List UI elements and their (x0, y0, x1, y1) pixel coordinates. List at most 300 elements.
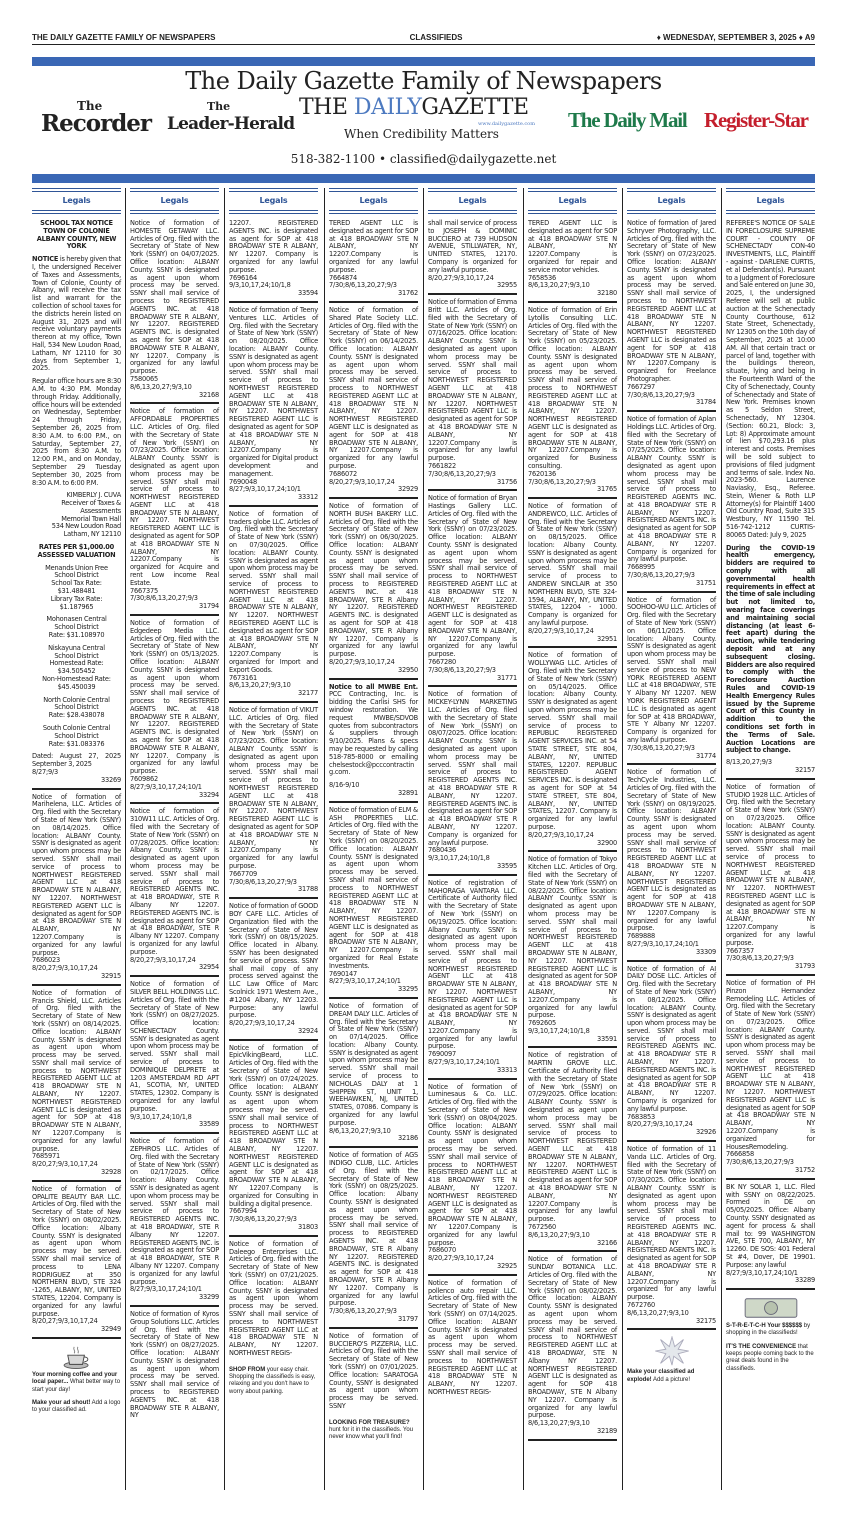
text-line: South Colonie Central (42, 724, 111, 733)
notice-reference-number: 7580065 (130, 374, 158, 383)
notice-body: Notice of formation of SILVER BELL HOLDINGS LLC. Articles of Org. filed with the Secretary of State of New York (SSNY) on 08/27/2025. Office location: SCHENECTADY County. SSNY is designated as agent upon whom process may be served. SSNY shall mail service of process to DOMINIQUE DELPRETE at 1203 AMSTERDAM RD APT A1, SCOTIA, NY, UNITED STATES, 12302. Company is organized for any lawful purpose. (130, 980, 219, 1113)
legal-notice (428, 299, 517, 491)
notice-body: Notice of formation of pollenco auto repair LLC. Articles of Org. filed with the Secretary of State of New York (SSNY) on 07/14/2025. Office location: ALBANY County. SSNY is designated as agent upon whom process may be served. SSNY shall mail service of process to NORTHWEST REGISTERED AGENT LLC at 418 BROADWAY STE N ALBANY, NY 12207. NORTHWEST REGIS- (428, 1278, 517, 1396)
house-ad (726, 1344, 815, 1373)
notice-id: 33294 (199, 790, 219, 799)
legal-notice (627, 966, 716, 1143)
notice-publication-dates: 7/30;8/6,13,20,27;9/3 (726, 954, 794, 963)
gazette-the: THE (299, 95, 354, 120)
legal-notice (726, 759, 815, 780)
legal-notice (329, 307, 418, 499)
notice-body: Notice of formation of Daleego Enterprises LLC. Articles of Org. filed with the Secretary of State of New York (SSNY) on 07/21/2025. Office location: ALBANY County. SSNY is designated as agent upon whom process may be served. SSNY shall mail service of process to NORTHWEST REGISTERED AGENT LLC at 418 BROADWAY STE N ALBANY, NY 12207. NORTHWEST REGIS- (229, 1239, 318, 1357)
notice-reference-number: 7696164 (229, 273, 257, 282)
legals-column-7 (627, 188, 716, 1390)
notice-id: 31762 (398, 289, 418, 298)
legal-notice (627, 220, 716, 412)
notice-body: Notice of formation of Teeny Ventures LLC. Articles of Org. filed with the Secretary of State of New York (SSNY) on 08/20/2025. Office location: ALBANY County. SSNY is designated as agent upon whom process may be served. SSNY shall mail service of process to NORTHWEST REGISTERED AGENT LLC at 418 BROADWAY STE N ALBANY, NY 12207. NORTHWEST REGISTERED AGENT LLC is designated as agent for SOP at 418 BROADWAY STE N ALBANY, NY 12207.Company is organized for Digital product development and management. (229, 305, 318, 478)
notice-body: Notice of formation of SUNDAY BOTANICA LLC. Articles of Org. filed with the Secretary of State of New York (SSNY) on 08/02/2025. Office location: ALBANY County. SSNY is designated as agent upon whom process may be served. SSNY shall mail service of process to NORTHWEST REGISTERED AGENT LLC at 418 BROADWAY, STE N Albany NY 12207. NORTHWEST REGISTERED AGENT LLC is designated as agent for SOP 418 BROADWAY, STE N Albany NY 12207. Company is organized for any lawful purpose. (528, 1255, 617, 1420)
notice-body: Notice of formation of HOMESTE GETAWAY LLC. Articles of Org. filed with the Secretary of State of New York (SSNY) on 04/07/2025. Office location: ALBANY County. SSNY is designated as agent upon whom process may be served. SSNY shall mail service of process to REGISTERED AGENTS INC. at 418 BROADWAY STE R ALBANY, NY 12207. REGISTERED AGENTS INC. is designated as agent for SOP at 418 BROADWAY STE R ALBANY, NY 12207. Company is organized for any lawful purpose. (130, 219, 219, 376)
legal-notice (32, 990, 121, 1182)
column-divider (523, 188, 524, 1490)
notice-body: Notice of formation of STUDIO 1928 LLC. Articles of Org. filed with the Secretary of State of New York (SSNY) on 07/23/2025. Office location: ALBANY County. SSNY is designated as agent upon whom process may be served. SSNY shall mail service of process to NORTHWEST REGISTERED AGENT LLC at 418 BROADWAY STE N ALBANY, NY 12207. NORTHWEST REGISTERED AGENT LLC is designated as agent for SOP at 418 BROADWAY STE N ALBANY, NY 12207.Company is organized for any lawful purpose. (726, 782, 815, 947)
notice-reference-number: 7690048 (229, 477, 257, 486)
notice-id: 31756 (497, 477, 517, 486)
notice-body: Notice of formation of 310W11 LLC. Articles of Org. filed with the Secretary of State of New York (SSNY) on 07/28/2025. Office location: Albany County. SSNY is designated as agent upon whom process may be served. SSNY shall mail service of process to REGISTERED AGENTS INC. at 418 BROADWAY, STE R Albany NY 12207. REGISTERED AGENTS INC. is designated as agent for SOP at 418 BROADWAY, STE R Albany NY 12207. Company is organized for any lawful purpose. (130, 807, 219, 956)
notice-body: Notice of formation of Kyros Group Solutions LLC. Articles of Org. filed with the Secretary of State of New York (SSNY) on 08/27/2025. Office location: ALBANY County. SSNY is designated as agent upon whom process may be served. SSNY shall mail service of process to REGISTERED AGENTS INC. at 418 BROADWAY STE R ALBANY, NY (130, 1309, 219, 1420)
legal-notice (130, 408, 219, 616)
legal-notice (32, 1186, 121, 1339)
notice-reference-number: 7661822 (428, 461, 456, 470)
gazette-name: GAZETTE (421, 95, 529, 120)
notice-publication-dates: 7/30;8/6,13,20,27;9/3 (627, 743, 695, 752)
legal-notice (329, 1003, 418, 1148)
masthead-title: The Daily Gazette Family of Newspapers (185, 67, 662, 95)
notice-body: Notice of formation of Tokyo Kitchen LLC. Articles of Org. filed with the Secretary of State of New York (SSNY) on 08/22/2025. Office location: ALBANY County. SSNY is designated as agent upon whom process may be served. SSNY shall mail service of process to NORTHWEST REGISTERED AGENT LLC at 418 BROADWAY STE N ALBANY, NY 12207. NORTHWEST REGISTERED AGENT LLC is designated as agent for SOP at 418 BROADWAY STE N ALBANY, NY 12207.Company is organized for any lawful purpose. (528, 855, 617, 1020)
legals-column-8 (726, 188, 815, 1379)
text-line: School District (54, 623, 99, 632)
notice-id: 32166 (597, 1238, 617, 1247)
ad-text: Add a picture! (651, 1376, 691, 1383)
legal-notice (329, 782, 418, 803)
legals-header: Legals (32, 188, 121, 214)
notice-reference-number: 7668995 (627, 563, 655, 572)
legal-notice (229, 307, 318, 507)
ad-headline: SHOP FROM (229, 1366, 266, 1373)
notice-reference-number: 7680436 (428, 846, 456, 855)
daily-mail-logo: The Daily Mail (568, 108, 687, 132)
text-line: Latham, NY 12110 (63, 530, 121, 539)
notice-id: 33595 (497, 861, 517, 870)
notice-reference-number: 7658536 (528, 273, 556, 282)
notice-publication-dates: 9/3,10,17,24;10/1,8 (229, 281, 291, 290)
notice-id: 32186 (398, 1134, 418, 1143)
notice-id: 33591 (597, 1034, 617, 1043)
notice-id: 31784 (696, 398, 716, 407)
section-name: CLASSIFIEDS (409, 32, 463, 42)
notice-id: 31751 (696, 578, 716, 587)
notice-publication-dates: 8/27;9/3,10,17,24;10/1 (229, 485, 301, 494)
notice-paragraph (726, 220, 815, 540)
notice-id: 32189 (597, 1426, 617, 1435)
notice-publication-dates: 8/20,27;9/3,10,17,24 (130, 955, 196, 964)
contact-info: 518-382-1100 • classified@dailygazette.net (290, 152, 557, 166)
notice-body: Notice of formation of AFFORDABLE PROPERTIES LLC. Articles of Org. filed with the Secretary of State of New York (SSNY) on 07/23/2025. Office location: ALBANY County. SSNY is designated as agent upon whom process may be served. SSNY shall mail service of process to NORTHWEST REGISTERED AGENT LLC at 418 BROADWAY STE N ALBANY, NY 12207. NORTHWEST REGISTERED AGENT LLC is designated as agent for SOP at 418 BROADWAY STE N ALBANY, NY 12207.Company is organized for Acquire and rent Low income Real Estate. (130, 407, 219, 587)
notice-reference-number: 7666858 (726, 1150, 754, 1159)
legal-notice (130, 220, 219, 404)
notice-publication-dates: 9/3,10,17,24;10/1,8 (528, 1026, 590, 1035)
notice-id: 32177 (298, 689, 318, 698)
notice-heading: RATES PER $1,000.00 ASSESSED VALUATION (37, 543, 116, 559)
notice-body: Notice of formation of Edgedeep Media LLC. Articles of Org. filed with the Secretary of State of New York (SSNY) on 05/13/2025. Office location: ALBANY County. SSNY is designated as agent upon whom process may be served. SSNY shall mail service of process to REGISTERED AGENTS INC. at 418 BROADWAY STE R ALBANY, NY 12207. REGISTERED AGENTS INC. is designated as agent for SOP at 418 BROADWAY STE R ALBANY, NY 12207. Company is organized for any lawful purpose. (130, 619, 219, 776)
notice-body: Notice of formation of EpicVikingBeard, LLC. Articles of Org. filed with the Secretary of State of New York (SSNY) on 07/24/2025. Office location: ALBANY County. SSNY is designated as agent upon whom process may be served. SSNY shall mail service of process to NORTHWEST REGISTERED AGENT LLC at 418 BROADWAY STE N ALBANY, NY 12207. NORTHWEST REGISTERED AGENT LLC is designated as agent for SOP at 418 BROADWAY STE N ALBANY, NY 12207.Company is organized for Consulting in building a digital presence. (229, 1043, 318, 1208)
notice-reference-number: 7672760 (627, 1300, 655, 1309)
text-line: Rate: $31.083376 (48, 739, 105, 748)
column-divider (224, 188, 225, 1490)
notice-publication-dates: 7/30;8/6,13,20,27;9/3 (726, 1158, 794, 1167)
legal-notice (528, 1052, 617, 1252)
notice-body: Notice of formation of BUCCIERO'S PIZZERIA, LLC. Articles of Org. filed with the Secretary of State of New York (SSNY) on 07/01/2025. Office location: SARATOGA County, SSNY is designated as agent upon whom process may be served. SSNY (329, 1331, 418, 1410)
legal-notice (428, 495, 517, 687)
notice-reference-number: 7667280 (428, 658, 456, 667)
notice-body: Notice of formation of Shared Plate Society LLC. Articles of Org. filed with the Secretary of State of New York (SSNY) on 06/14/2025. Office location: ALBANY County. SSNY is designated as agent upon whom process may be served. SSNY shall mail service of process to NORTHWEST REGISTERED AGENT LLC at 418 BROADWAY STE N ALBANY, NY 12207. NORTHWEST REGISTERED AGENT LLC is designated as agent for SOP at 418 BROADWAY STE N ALBANY, NY 12207.Company is organized for any lawful purpose. (329, 305, 418, 470)
notice-heading: SCHOOL TAX NOTICE TOWN OF COLONIE ALBANY COUNTY, NEW YORK (36, 219, 117, 251)
notice-reference-number: 7667709 (229, 869, 257, 878)
header-rule (32, 44, 815, 45)
notice-id: 31803 (298, 1223, 318, 1232)
legals-column-1 (32, 188, 121, 1420)
notice-id: 32891 (398, 788, 418, 797)
legals-column-2 (130, 188, 219, 1427)
notice-publication-dates: 8/20,27;9/3,10,17,24 (32, 1160, 98, 1169)
notice-publication-dates: 8/6,13,20,27;9/3,10 (329, 1126, 391, 1135)
notice-body: BK NY SOLAR 1, LLC. Filed with SSNY on 08/22/2025. Formed in DE on 05/05/2025. Office: Albany County. SSNY designated as agent for process & shall mail to: 99 WASHINGTON AVE, STE 700, ALBANY, NY 12260. DE SOS: 401 Federal St #4, Dover, DE 19901. Purpose: any lawful (726, 1182, 815, 1269)
notice-reference-number: 7664874 (329, 273, 357, 282)
gazette-tagline: When Credibility Matters (344, 127, 499, 141)
notice-id: 31793 (795, 962, 815, 971)
notice-id: 32929 (398, 485, 418, 494)
ad-headline: IT'S THE CONVENIENCE (726, 1343, 797, 1350)
text-line: $34.505452 (57, 667, 96, 676)
column-divider (721, 188, 722, 1490)
notice-lead: Notice to all MWBE Ent. (329, 682, 418, 691)
notice-reference-number: 7609862 (130, 774, 158, 783)
notice-body: Notice of formation of OPALITE BEAUTY BAR LLC. Articles of Org. filed with the Secretary of State of New York (SSNY) on 08/02/2025. Office location: Albany County. SSNY is designated as agent upon whom process may be served. SSNY shall mail service of process to LENA RODRIGUEZ at 350 NORTHERN BLVD, STE 324 -1265, ALBANY, NY, UNITED STATES, 12204. Company is organized for any lawful purpose. (32, 1184, 121, 1318)
legal-notice (627, 416, 716, 593)
legal-notice (627, 1146, 716, 1330)
notice-body: shall mail service of process to JOSEPH & DOMINIC BUCCIERO at 739 HUDSON AVENUE, STILLWATER, NY, UNITED STATES, 12170. Company is organized for any lawful purpose. (428, 219, 517, 274)
ad-text: What better way to start your day! (32, 1379, 121, 1393)
legal-notice (229, 903, 318, 1041)
publication-family: THE DAILY GAZETTE FAMILY OF NEWSPAPERS (32, 32, 216, 42)
notice-reference-number: 7667994 (229, 1207, 257, 1216)
notice-id: 33594 (298, 289, 318, 298)
notice-bold-paragraph: During the COVID-19 health emergency, bidders are required to comply with all governmental health requirements in effect at the time of sale including but not limited to, wearing face coverings and maintaining social distancing (at least 6-feet apart) during the auction, while tendering deposit and at any subsequent closing. Bidders are also required to comply with the Foreclosure Auction Rules and COVID-19 Health Emergency Rules issued by the Supreme Court of this County in addition to the conditions set forth in the Terms of Sale. Auction Locations are subject to change. (726, 543, 815, 755)
notice-publication-dates: 7/30;8/6,13,20,27;9/3 (428, 665, 496, 674)
notice-publication-dates: 8/20,27;9/3,10,17,24 (229, 1019, 295, 1028)
notice-paragraph (329, 684, 418, 778)
top-blue-bar (32, 57, 815, 66)
notice-body: Notice of formation of ZEPHROS LLC. Articles of Org. filed with the Secretary of State of New York (SSNY) on 02/17/2025. Office location: Albany County. SSNY is designated as agent upon whom process may be served. SSNY shall mail service of process to REGISTERED AGENTS INC. at 418 BROADWAY, STE R Albany NY 12207. REGISTERED AGENTS INC. is designated as agent for SOP at 418 BROADWAY, STE R Albany NY 12207. Company is organized for any lawful purpose. (130, 1137, 219, 1286)
notice-id: 31752 (795, 1166, 815, 1175)
notice-id: 32950 (398, 665, 418, 674)
tax-rate-group (32, 616, 121, 639)
legal-notice (229, 1241, 318, 1361)
legal-notice (329, 503, 418, 680)
tax-rate-group (32, 725, 121, 748)
notice-id: 31771 (497, 673, 517, 682)
notice-id: 33295 (398, 985, 418, 994)
text-line: Rate: $28.438078 (48, 711, 105, 720)
notice-reference-number: 7672560 (528, 1223, 556, 1232)
text-line: Library Tax Rate: (50, 594, 103, 603)
recorder-logo-the: The (77, 99, 103, 113)
notice-body: Notice of formation of Jared Schryver Photography, LLC. Articles of Org. filed with the Secretary of State of New York (SSNY) on 07/23/2025. Office location: ALBANY County. SSNY is designated as agent upon whom process may be served. SSNY shall mail service of process to NORTHWEST REGISTERED AGENT LLC at 418 BROADWAY STE N ALBANY, NY 12207. NORTHWEST REGISTERED AGENT LLC is designated as agent for SOP at 418 BROADWAY STE N ALBANY, NY 12207.Company is organized for Freelance Photographer. (627, 219, 716, 383)
notice-lead: NOTICE (32, 255, 59, 264)
notice-body: Notice of formation of AI DAILY DOSE LLC. Articles of Org. filed with the Secretary of State of New York (SSNY) on 08/12/2025. Office location: ALBANY County. SSNY is designated as agent upon whom process may be served. SSNY shall mail service of process to REGISTERED AGENTS INC. at 418 BROADWAY STE R ALBANY, NY 12207. REGISTERED AGENTS INC. is designated as agent for SOP at 418 BROADWAY STE R ALBANY, NY 12207. Company is organized for any lawful purpose. (627, 964, 716, 1113)
legal-notice (627, 597, 716, 766)
notice-id: 32954 (199, 963, 219, 972)
notice-id: 32928 (101, 1168, 121, 1177)
text-line: Rate: $31.108970 (48, 631, 105, 640)
notice-publication-dates: 8/27;9/3,10,17,24;10/1 (329, 977, 401, 986)
ad-text: your easy chair. Shopping the classifieds is easy, relaxing and you don't have to worry about parking. (229, 1366, 316, 1395)
notice-publication-dates: 8/27;9/3,10,17,24;10/1 (130, 1285, 202, 1294)
ad-text: Add a logo to your classified ad. (32, 1399, 121, 1414)
notice-publication-dates: 8/6,13,20,27;9/3,10 (130, 382, 192, 391)
notice-body: Notice of registration of MARTIN GROVE LLC. Certificate of Authority filed with the Secretary of State of New York (SSNY) on 07/29/2025. Office location: ALBANY County. SSNY is designated as agent upon whom process may be served. SSNY shall mail service of process to NORTHWEST REGISTERED AGENT LLC at 418 BROADWAY STE N ALBANY, NY 12207. NORTHWEST REGISTERED AGENT LLC is designated as agent for SOP at 418 BROADWAY STE N ALBANY, NY 12207.Company is organized for any lawful purpose. (528, 1051, 617, 1224)
legal-notice (428, 1280, 517, 1400)
notice-publication-dates: 9/3,10,17,24;10/1,8 (130, 1112, 192, 1121)
notice-publication-dates: 8/6,13,20,27;9/3,10 (528, 281, 590, 290)
text-line: School District (54, 651, 99, 660)
legals-header: Legals (329, 188, 418, 214)
legal-notice (627, 769, 716, 961)
notice-publication-dates: 7/30;8/6,13,20,27;9/3 (627, 571, 695, 580)
ad-headline: Your morning coffee and your local paper... (32, 1371, 118, 1386)
legal-notice (130, 1138, 219, 1307)
notice-publication-dates: 8/27;9/3 (32, 768, 59, 776)
text-line: School District (54, 731, 99, 740)
text-line: Receiver of Taxes & (61, 499, 121, 508)
notice-reference-number: 7689888 (627, 932, 655, 941)
notice-reference-number: 7686070 (428, 1246, 456, 1255)
leader-herald-logo: Leader-Herald (167, 114, 295, 134)
column-divider (324, 188, 325, 1490)
legal-notice (130, 808, 219, 977)
notice-publication-dates: 8/20,27;9/3,10,17,24 (329, 658, 395, 667)
legals-column-5 (428, 188, 517, 1404)
legal-notice (329, 220, 418, 303)
notice-text: is hereby given that I, the undersigned Receiver of Taxes and Assessments, Town of Colonie, County of Albany, will receive the tax list and warrant for the collection of school taxes for the districts herein listed on August 31, 2025 and will receive voluntary payments thereon at my office, Town Hall, 534 New Loudon Road, Latham, NY 12110 for 30 days from September 1, 2025. (32, 255, 121, 373)
notice-id: 31765 (597, 485, 617, 494)
house-ad (726, 1296, 815, 1338)
text-line: Homestead Rate: (49, 659, 104, 668)
notice-body: TERED AGENT LLC is designated as agent for SOP at 418 BROADWAY STE N ALBANY, NY 12207.Company is organized for any lawful purpose. (329, 219, 418, 274)
legal-notice (528, 503, 617, 648)
notice-publication-dates: 8/6,13,20,27;9/3,10 (627, 1308, 689, 1317)
notice-publication-dates: 8/27;9/3,10,17,24;10/1 (130, 782, 202, 791)
signature-block (32, 492, 121, 539)
notice-reference-number: 7667297 (627, 382, 655, 391)
notice-publication-dates: 8/6,13,20,27;9/3,10 (528, 1419, 590, 1428)
notice-publication-dates: 8/27;9/3,10,17,24;10/1 (726, 1268, 798, 1277)
notice-body: Notice of formation of Emma Britt LLC. Articles of Org. filed with the Secretary of State of New York (SSNY) on 07/16/2025. Office location: ALBANY County. SSNY is designated as agent upon whom process may be served. SSNY shall mail service of process to NORTHWEST REGISTERED AGENT LLC at 418 BROADWAY STE N ALBANY, NY 12207. NORTHWEST REGISTERED AGENT LLC is designated as agent for SOP at 418 BROADWAY STE N ALBANY, NY 12207.Company is organized for any lawful purpose. (428, 298, 517, 463)
house-ad (229, 1367, 318, 1396)
column-divider (423, 188, 424, 1490)
notice-id: 32925 (497, 1262, 517, 1270)
notice-reference-number: 7686072 (329, 469, 357, 478)
notice-publication-dates: 7/30;8/6,13,20,27;9/3 (130, 594, 198, 603)
notice-body: Notice of formation of Aplan Holdings LLC. Articles of Org. filed with the Secretary of State of New York (SSNY) on 07/25/2025. Office location: ALBANY County. SSNY is designated as agent upon whom process may be served. SSNY shall mail service of process to REGISTERED AGENTS INC. at 418 BROADWAY STE R ALBANY, NY 12207. REGISTERED AGENTS INC. is designated as agent for SOP at 418 BROADWAY STE R ALBANY, NY 12207. Company is organized for any lawful purpose. (627, 415, 716, 564)
notice-text: PCC Contracting, Inc. is bidding the Carlisi SHS for window restoration. We request MWBE/SDVOB quotes from subcontractors & suppliers through 9/10/2025. Plans & specs may be requested by calling 518-785-8000 or emailing chelsestock@pcccontracting.com. (329, 690, 418, 777)
notice-id: 32924 (298, 1026, 318, 1035)
text-line: Memorial Town Hall (61, 514, 121, 523)
text-line: $45.450039 (57, 682, 96, 691)
notice-reference-number: 7667357 (726, 946, 754, 955)
text-line: Menands Union Free (45, 563, 108, 572)
legals-header: Legals (528, 188, 617, 214)
notice-body: Notice of formation of ELM & ASH PROPERTIES LLC. Articles of Org. filed with the Secretary of State of New York (SSNY) on 08/20/2025. Office location: ALBANY County. SSNY is designated as agent upon whom process may be served. SSNY shall mail service of process to NORTHWEST REGISTERED AGENT LLC at 418 BROADWAY STE N ALBANY, NY 12207. NORTHWEST REGISTERED AGENT LLC is designated as agent for SOP at 418 BROADWAY STE N ALBANY, NY 12207.Company is organized for Real Estate Investments. (329, 805, 418, 970)
daily-gazette-logo (299, 96, 529, 120)
text-line: Niskayuna Central (48, 643, 105, 652)
legal-notice (229, 220, 318, 303)
notice-reference-number: 7620136 (528, 469, 556, 478)
legal-notice (229, 707, 318, 899)
notice-publication-dates: 7/30;8/6,13,20,27;9/3 (229, 1215, 297, 1224)
notice-paragraph (32, 256, 121, 373)
ad-headline: S-T-R-E-T-C-H Your $$$$$$ (726, 1323, 803, 1330)
gazette-daily: DAILY (353, 95, 422, 120)
legal-notice (428, 1084, 517, 1276)
notice-body: Notice of formation of MICKEY-LYNN MARKETING LLC. Articles of Org. filed with the Secretary of State of New York (SSNY) on 08/07/2025. Office location: ALBANY County. SSNY is designated as agent upon whom process may be served. SSNY shall mail service of process to REGISTERED AGENTS INC. at 418 BROADWAY STE R ALBANY, NY 12207. REGISTERED AGENTS INC. is designated as agent for SOP at 418 BROADWAY STE R ALBANY, NY 12207. Company is organized for any lawful purpose. (428, 690, 517, 847)
ad-headline: Make your ad shout! (32, 1399, 91, 1406)
notice-reference-number: 7685971 (32, 1152, 60, 1161)
date-page: ♦ WEDNESDAY, SEPTEMBER 3, 2025 ♦ A9 (656, 32, 815, 42)
tax-rate-group (32, 565, 121, 612)
column-divider (125, 188, 126, 1490)
legals-column-6 (528, 188, 617, 1445)
notice-id: 31794 (199, 602, 219, 611)
notice-id: 32926 (696, 1128, 716, 1137)
money-icon (726, 1296, 815, 1320)
notice-body: Notice of formation of TechCycle Industries, LLC. Articles of Org. filed with the Secretary of State of New York (SSNY) on 08/19/2025. Office location: ALBANY County. SSNY is designated as agent upon whom process may be served. SSNY shall mail service of process to NORTHWEST REGISTERED AGENT LLC at 418 BROADWAY STE N ALBANY, NY 12207. NORTHWEST REGISTERED AGENT LLC is designated as agent for SOP at 418 BROADWAY STE N ALBANY, NY 12207.Company is organized for any lawful purpose. (627, 768, 716, 933)
tax-rate-group (32, 697, 121, 720)
notice-publication-dates: 7/30;8/6,13,20,27;9/3 (329, 281, 397, 290)
legals-header: Legals (726, 188, 815, 214)
section-blue-bar (32, 174, 815, 183)
house-ad (32, 1400, 121, 1415)
text-line: Non-Homestead Rate: (42, 675, 111, 684)
notice-body: Notice of formation of GOOD BOY CAFE LLC. Articles of Organization filed with the Secretary of State of New York (SSNY) on 08/15/2025. Office located in Albany. SSNY has been designated for service of process. SSNY shall mail copy of any process served against the LLC Law Office of Marc Scolnick 1971 Western Ave., #1204 Albany, NY 12203. Purpose: any lawful purpose. (229, 902, 318, 1020)
notice-publication-dates: 7/30;8/6,13,20,27;9/3 (329, 1307, 397, 1316)
ad-headline: Make your classified ad explode! (627, 1369, 695, 1383)
legals-column-4 (329, 188, 418, 1448)
notice-body: Notice of formation of NORTH BUSH BAKERY LLC. Articles of Org. filed with the Secretary of State of New York (SSNY) on 06/30/2025. Office location: ALBANY County. SSNY is designated as agent upon whom process may be served. SSNY shall mail service of process to REGISTERED AGENTS INC. at 418 BROADWAY, STE R Albany NY 12207. REGISTERED AGENTS INC. is designated as agent for SOP at 418 BROADWAY, STE R Albany NY 12207. Company is organized for any lawful purpose. (329, 502, 418, 659)
notice-id: 33309 (696, 947, 716, 956)
notice-id: 33313 (497, 1065, 517, 1074)
notice-body: Notice of registration of MAHORAGA VANTARA LLC. Certificate of Authority filed with the Secretary of State of New York (SSNY) on 06/19/2025. Office location: Albany County. SSNY is designated as agent upon whom process may be served. SSNY shall mail service of process to NORTHWEST REGISTERED AGENT LLC at 418 BROADWAY STE N ALBANY, NY 12207. NORTHWEST REGISTERED AGENT LLC is designated as agent for SOP at 418 BROADWAY STE N ALBANY, NY 12207.Company is organized for any lawful purpose. (428, 878, 517, 1051)
notice-id: 31788 (298, 885, 318, 894)
legal-notice (428, 880, 517, 1080)
register-star-logo: Register-Star (704, 108, 808, 132)
text-line: School District (54, 703, 99, 712)
notice-body: Notice of formation of Bryan Hastings Gallery LLC. Articles of Org. filed with the Secretary of State of New York (SSNY) on 07/23/2025. Office location: ALBANY County. SSNY is designated as agent upon whom process may be served. SSNY shall mail service of process to NORTHWEST REGISTERED AGENT LLC at 418 BROADWAY STE N ALBANY, NY 12207. NORTHWEST REGISTERED AGENT LLC is designated as agent for SOP at 418 BROADWAY STE N ALBANY, NY 12207.Company is organized for any lawful purpose. (428, 494, 517, 659)
notice-id: 33269 (101, 775, 121, 784)
notice-body: Notice of formation of 11 Vanda LLC. Articles of Org. filed with the Secretary of State of New York (SSNY) on 07/30/2025. Office location: ALBANY County. SSNY is designated as agent upon whom process may be served. SSNY shall mail service of process to REGISTERED AGENTS INC. at 418 BROADWAY STE R ALBANY, NY 12207. REGISTERED AGENTS INC. is designated as agent for SOP at 418 BROADWAY STE R ALBANY, NY 12207.Company is organized for any lawful purpose. (627, 1145, 716, 1302)
text-line: $1.187965 (59, 602, 94, 611)
notice-reference-number: 7690097 (428, 1050, 456, 1059)
notice-text: REFEREE'S NOTICE OF SALE IN FORECLOSURE SUPREME COURT - COUNTY OF SCHENECTADY CON-40 INVESTMENTS, LLC, Plaintiff - against - DARLENE CURTIS, et al Defendant(s). Pursuant to a Judgment of Foreclosure and Sale entered on June 30, 2025, I, the undersigned Referee will sell at public auction at the Schenectady County Courthouse, 612 State Street, Schenectady, NY 12305 on the 10th day of September, 2025 at 10:00 AM. All that certain tract or parcel of land, together with the buildings thereon, situate, lying and being in the Fourteenth Ward of the City of Schenectady, County of Schenectady and State of New York. Premises known as 5 Seldon Street, Schenectady, NY 12304. (Section: 60.21, Block: 3, Lot: 8) Approximate amount of lien $70,293.16 plus interest and costs. Premises will be sold subject to provisions of filed judgment and terms of sale. Index No. 2023-560. Laurence Naviasky, Esq., Referee. Stein, Wiener & Roth LLP Attorney(s) for Plaintiff 1400 Old Country Road, Suite 315 Westbury, NY 11590 Tel. 516-742-1212 CURTIS-80065 Dated: July 9, 2025 (726, 219, 815, 539)
notice-paragraph (32, 378, 121, 487)
notice-id: 33299 (199, 1293, 219, 1302)
notice-id: 32915 (101, 971, 121, 980)
legals-header: Legals (130, 188, 219, 214)
notice-body: Notice of formation of DREAM DALY LLC. Articles of Org. filed with the Secretary of State of New York (SSNY) on 07/14/2025. Office location: Albany County. SSNY is designated as agent upon whom process may be served. SSNY shall mail service of process to NICHOLAS DALY at 1 SHIPPEN ST, UNIT 1, WEEHAWKEN, NJ, UNITED STATES, 07086. Company is organized for any lawful purpose. (329, 1001, 418, 1127)
notice-body: Notice of formation of WOLLYWAG LLC. Articles of Org. filed with the Secretary of State of New York (SSNY) on 05/14/2025. Office location: Albany County. SSNY is designated as agent upon whom process may be served. SSNY shall mail service of process to REPUBLIC REGISTERED AGENT SERVICES INC. at 54 STATE STREET, STE 804, ALBANY, NY, UNITED STATES, 12207. REPUBLIC REGISTERED AGENT SERVICES INC. is designated as agent for SOP at 54 STATE STREET, STE 804, ALBANY, NY, UNITED STATES, 12207. Company is organized for any lawful purpose. (528, 651, 617, 831)
notice-body: Notice of formation of Marihelena, LLC. Articles of Org. filed with the Secretary of State of New York (SSNY) on 08/14/2025. Office location: ALBANY County. SSNY is designated as agent upon whom process may be served. SSNY shall mail service of process to NORTHWEST REGISTERED AGENT LLC at 418 BROADWAY STE N ALBANY, NY 12207. NORTHWEST REGISTERED AGENT LLC is designated as agent for SOP at 418 BROADWAY STE N ALBANY, NY 12207.Company is organized for any lawful purpose. (32, 792, 121, 957)
notice-publication-dates: 8/20,27;9/3,10,17,24 (528, 830, 594, 839)
text-line: School Tax Rate: (51, 579, 102, 588)
notice-body: Dated: August 27, 2025 September 3, 2025 (32, 752, 121, 769)
notice-text: Regular office hours are 8:30 A.M. to 4:30 P.M. Monday through Friday. Additionally, office hours will be extended on Wednesday, September 24 through Friday, September 26, 2025 from 8:30 A.M. to 6:00 P.M., on Saturday, September 27, 2025 from 8:30 A.M. to 12:00 P.M., and on Monday, September 29 Tuesday September 30, 2025 from 8:30 A.M. to 6:00 P.M. (32, 377, 121, 487)
tax-rate-group (32, 645, 121, 692)
legal-notice (329, 807, 418, 999)
notice-publication-dates: 7/30;8/6,13,20,27;9/3 (627, 390, 695, 399)
notice-id: 33289 (795, 1276, 815, 1285)
text-line: $31.488481 (57, 587, 96, 596)
notice-id: 32951 (597, 634, 617, 643)
legal-notice (229, 511, 318, 703)
notice-id: 31774 (696, 751, 716, 760)
ad-text: that keeps people coming back to the great deals found in the classifieds. (726, 1343, 814, 1372)
notice-publication-dates: 8/27;9/3,10,17,24;10/1 (428, 1058, 500, 1067)
notice-body: TERED AGENT LLC is designated as agent for SOP at 418 BROADWAY STE N ALBANY, NY 12207.Company is organized for repair and service motor vehicles. (528, 219, 617, 274)
house-ad (32, 1345, 121, 1394)
notice-reference-number: 7686023 (32, 956, 60, 965)
notice-publication-dates: 8/6,13,20,27;9/3,10 (229, 681, 291, 690)
column-divider (622, 188, 623, 1490)
legal-notice (130, 620, 219, 804)
notice-id: 32157 (795, 765, 815, 774)
text-line: 534 New Loudon Road (51, 522, 121, 531)
notice-reference-number: 7683853 (627, 1112, 655, 1121)
notice-body: Notice of formation of Luminesaus & Co. LLC. Articles of Org. filed with the Secretary of State of New York (SSNY) on 08/04/2025. Office location: ALBANY County. SSNY is designated as agent upon whom process may be served. SSNY shall mail service of process to NORTHWEST REGISTERED AGENT LLC at 418 BROADWAY STE N ALBANY, NY 12207. NORTHWEST REGISTERED AGENT LLC is designated as agent for SOP at 418 BROADWAY STE N ALBANY, NY 12207.Company is organized for any lawful purpose. (428, 1082, 517, 1247)
notice-publication-dates: 8/27;9/3,10,17,24;10/1 (627, 939, 699, 948)
notice-publication-dates: 8/20,27;9/3,10,17,24 (32, 964, 98, 973)
notice-body: 12207. REGISTERED AGENTS INC. is designated as agent for SOP at 418 BROADWAY STE R ALBANY, NY 12207. Company is organized for any lawful purpose. (229, 219, 318, 274)
notice-publication-dates: 8/13,20,27;9/3 (726, 758, 772, 767)
text-line: Assessments (80, 506, 121, 515)
legal-notice (726, 1184, 815, 1290)
legal-notice (329, 1333, 418, 1414)
notice-publication-dates: 7/30;8/6,13,20,27;9/3 (229, 877, 297, 886)
notice-body: Notice of formation of Erin Lytollis Consulting LLC. Articles of Org. filed with the Secretary of State of New York (SSNY) on 05/23/2025. Office location: ALBANY County. SSNY is designated as agent upon whom process may be served. SSNY shall mail service of process to NORTHWEST REGISTERED AGENT LLC at 418 BROADWAY STE N ALBANY, NY 12207. NORTHWEST REGISTERED AGENT LLC is designated as agent for SOP at 418 BROADWAY STE N ALBANY, NY 12207.Company is organized for Business consulting. (528, 305, 617, 470)
text-line: North Colonie Central (43, 695, 110, 704)
gazette-url[interactable]: www.dailygazette.com (478, 121, 535, 127)
notice-reference-number: 7692605 (528, 1019, 556, 1028)
notice-publication-dates: 8/20,27;9/3,10,17,24 (428, 1254, 494, 1263)
legals-header: Legals (428, 188, 517, 214)
notice-id: 32949 (101, 1325, 121, 1334)
notice-body: Notice of formation of Francis Shield, LLC. Articles of Org. filed with the Secretary of State of New York (SSNY) on 08/14/2025. Office location: ALBANY County. SSNY is designated as agent upon whom process may be served. SSNY shall mail service of process to NORTHWEST REGISTERED AGENT LLC at 418 BROADWAY STE N ALBANY, NY 12207. NORTHWEST REGISTERED AGENT LLC is designated as agent for SOP at 418 BROADWAY STE N ALBANY, NY 12207.Company is organized for any lawful purpose. (32, 988, 121, 1153)
notice-id: 33589 (199, 1120, 219, 1129)
text-line: Mohonasen Central (46, 615, 107, 624)
legal-notice (726, 784, 815, 976)
legal-notice (726, 980, 815, 1180)
notice-body: Notice of formation of traders globe LLC. Articles of Org. filed with the Secretary of State of New York (SSNY) on 07/30/2025. Office location: ALBANY County. SSNY is designated as agent upon whom process may be served. SSNY shall mail service of process to NORTHWEST REGISTERED AGENT LLC at 418 BROADWAY STE N ALBANY, NY 12207. NORTHWEST REGISTERED AGENT LLC is designated as agent for SOP at 418 BROADWAY STE N ALBANY, NY 12207.Company is organized for Import and Export Goods. (229, 509, 318, 674)
leader-herald-logo-the: The (207, 100, 231, 113)
ad-headline: LOOKING FOR TREASURE? (329, 1419, 410, 1426)
notice-publication-dates: 8/20,27;9/3,10,17,24 (32, 1317, 98, 1326)
notice-id: 32175 (696, 1316, 716, 1325)
notice-body: Notice of formation of VIKUT LLC. Articles of Org. filed with the Secretary of State of New York (SSNY) on 07/23/2025. Office location: ALBANY County. SSNY is designated as agent upon whom process may be served. SSNY shall mail service of process to NORTHWEST REGISTERED AGENT LLC at 418 BROADWAY STE N ALBANY, NY 12207. NORTHWEST REGISTERED AGENT LLC is designated as agent for SOP at 418 BROADWAY STE N ALBANY, NY 12207.Company is organized for any lawful purpose. (229, 706, 318, 870)
legal-notice (528, 307, 617, 499)
text-line: School District (54, 571, 99, 580)
house-ad (329, 1420, 418, 1442)
legal-notice (528, 652, 617, 852)
notice-publication-dates: 7/30;8/6,13,20,27;9/3 (428, 469, 496, 478)
notice-id: 31797 (398, 1314, 418, 1323)
notice-id: 32900 (597, 838, 617, 847)
legal-notice (32, 753, 121, 789)
legals-header: Legals (627, 188, 716, 214)
legal-notice (528, 856, 617, 1048)
legal-notice (229, 1045, 318, 1237)
notice-id: 32168 (199, 390, 219, 399)
notice-reference-number: 7667375 (130, 586, 158, 595)
notice-publication-dates: 7/30;8/6,13,20,27;9/3 (528, 477, 596, 486)
legals-header: Legals (229, 188, 318, 214)
